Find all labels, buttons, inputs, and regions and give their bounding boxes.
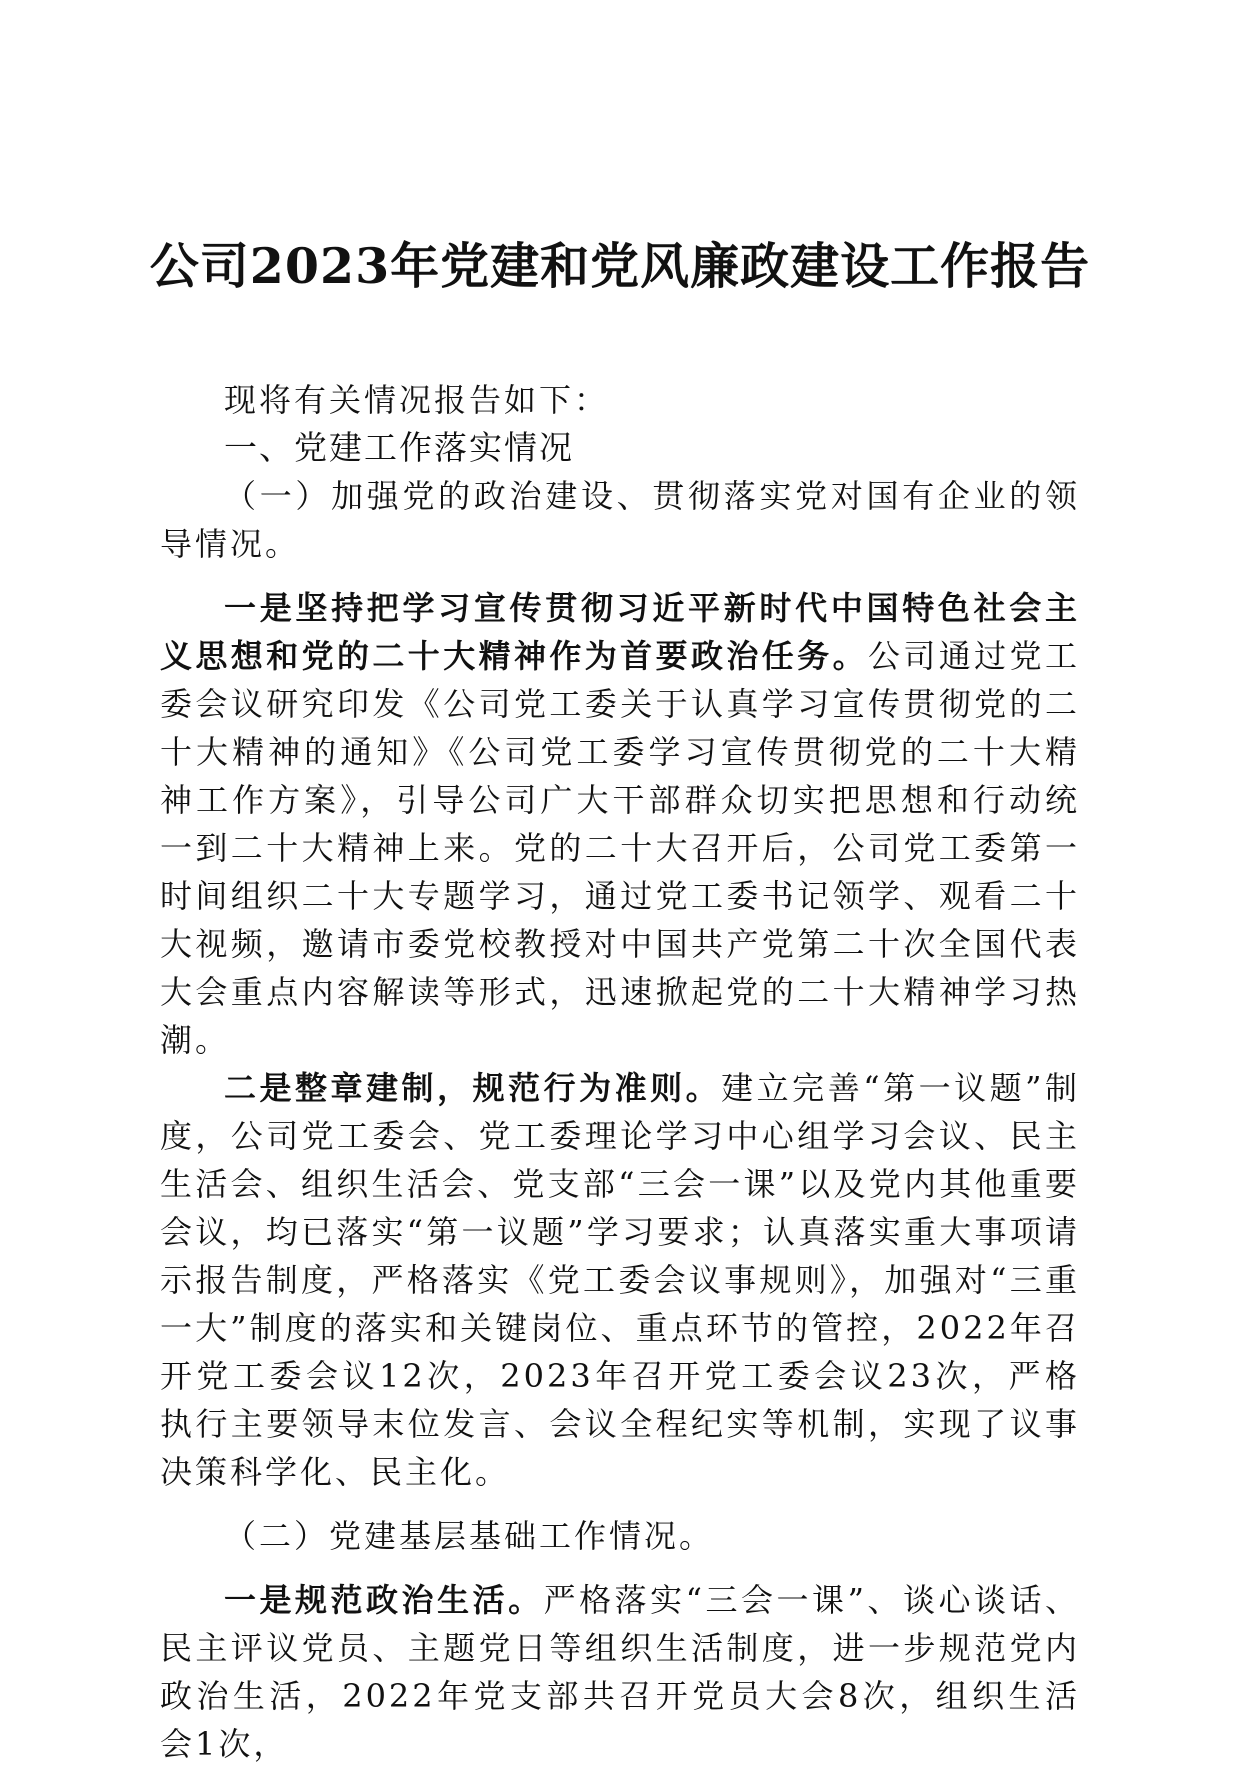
document-title: 公司2023年党建和党风廉政建设工作报告 — [149, 237, 1091, 295]
document-body — [160, 376, 1080, 1768]
intro-paragraph: 现将有关情况报告如下： — [224, 381, 610, 419]
paragraph-lead: 二是整章建制，规范行为准则。 — [224, 1069, 722, 1107]
subsection-heading: （二）党建基层基础工作情况。 — [224, 1517, 715, 1555]
section-heading: 一、党建工作落实情况 — [224, 428, 574, 467]
paragraph-text: 严格落实“三会一课”、谈心谈话、民主评议党员、主题党日等组织生活制度，进一步规范党内政治生活，2022年党支部共召开党员大会8次，组织生活会1次， — [160, 1581, 1080, 1763]
paragraph-lead: 一是坚持把学习宣传贯彻习近平新时代中国特色社会主义思想和党的二十大精神作为首要政治任务。 — [160, 589, 1080, 675]
paragraph-text: 公司通过党工委会议研究印发《公司党工委关于认真学习宣传贯彻党的二十大精神的通知》《公司党工委学习宣传贯彻党的二十大精神工作方案》，引导公司广大干部群众切实把思想和行动统一到二十大精神上来。党的二十大召开后，公司党工委第一时间组织二十大专题学习，通过党工委书记领学、观看二十大视频，邀请市委党校教授对中国共产党第二十次全国代表大会重点内容解读等形式，迅速掀起党的二十大精神学习热潮。 — [160, 637, 1080, 1059]
body-paragraph — [160, 1064, 1080, 1496]
subsection-heading: （一）加强党的政治建设、贯彻落实党对国有企业的领导情况。 — [160, 477, 1080, 563]
body-paragraph — [160, 1576, 1080, 1768]
body-paragraph — [160, 584, 1080, 1064]
paragraph-text: 建立完善“第一议题”制度，公司党工委会、党工委理论学习中心组学习会议、民主生活会、组织生活会、党支部“三会一课”以及党内其他重要会议，均已落实“第一议题”学习要求；认真落实重大事项请示报告制度，严格落实《党工委会议事规则》，加强对“三重一大”制度的落实和关键岗位、重点环节的管控，2022年召开党工委会议12次，2023年召开党工委会议23次，严格执行主要领导末位发言、会议全程纪实等机制，实现了议事决策科学化、民主化。 — [160, 1069, 1080, 1491]
paragraph-lead: 一是规范政治生活。 — [224, 1581, 544, 1619]
